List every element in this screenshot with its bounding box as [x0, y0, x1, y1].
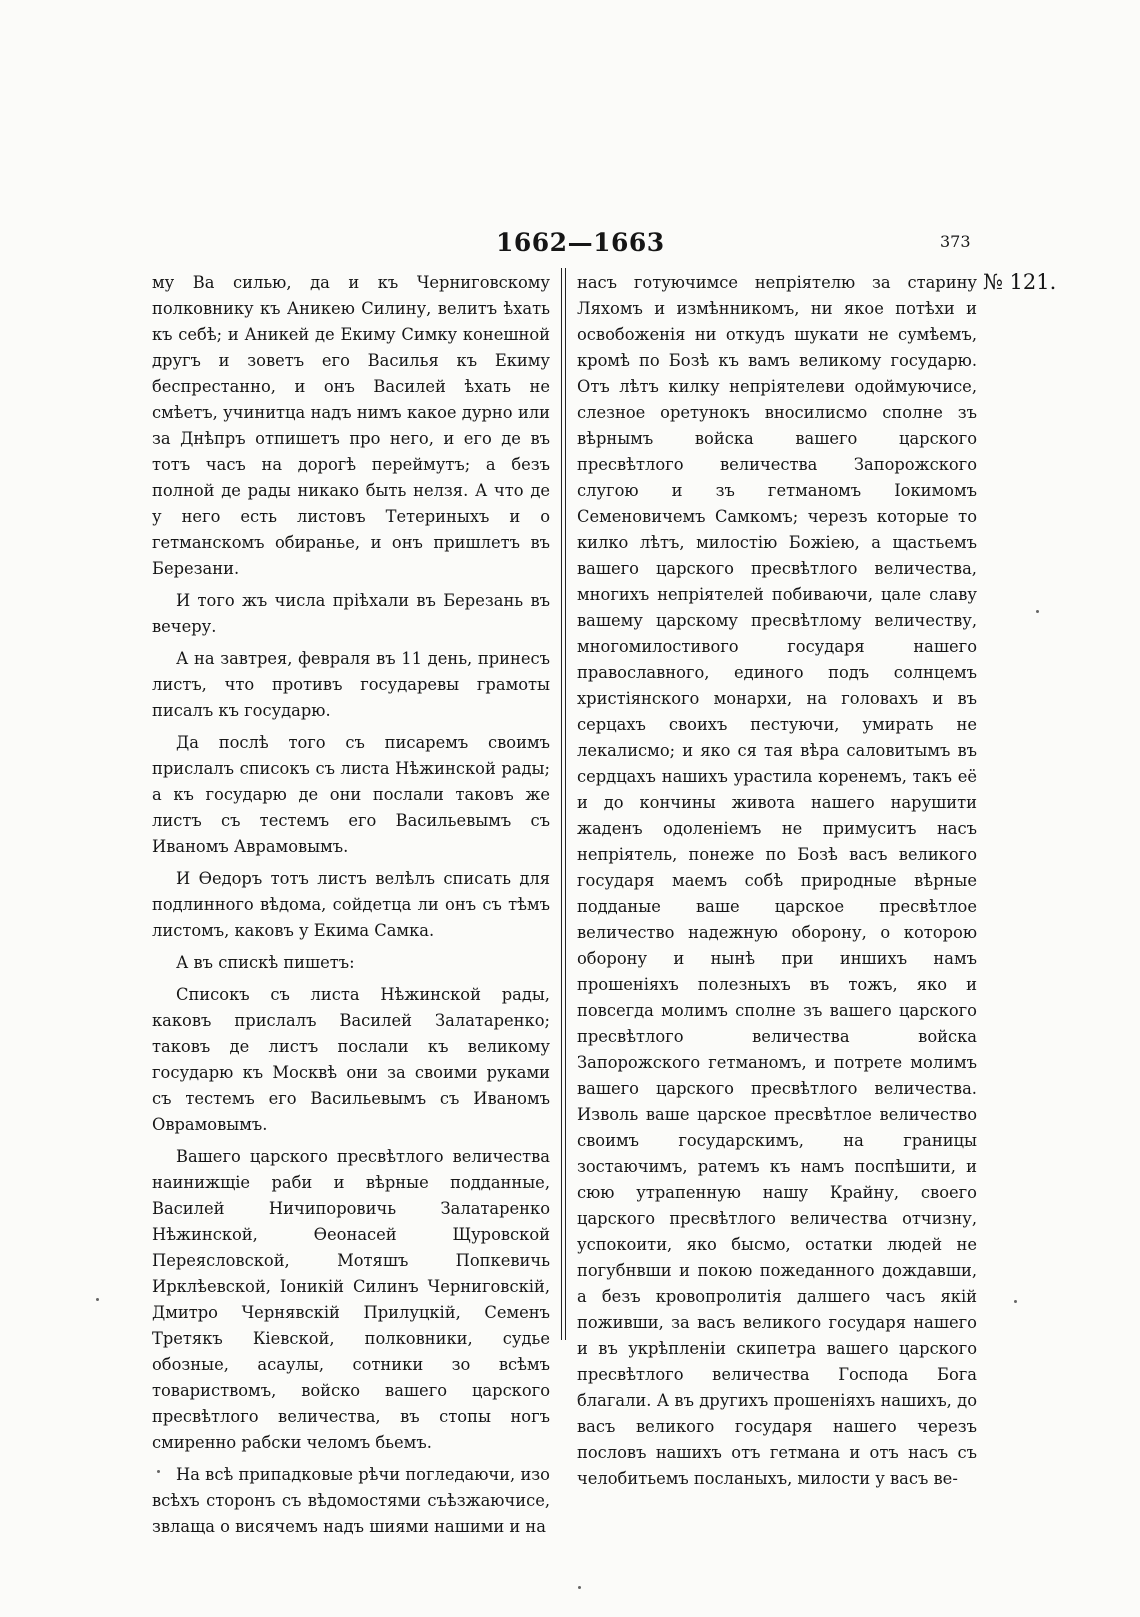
paragraph: Списокъ съ листа Нѣжинской рады, каковъ прислалъ Василей Залатаренко; таковъ де листъ послали къ великому государю къ Москвѣ они за своими руками съ тестемъ его Васильевымъ съ Иваномъ Оврамовымъ. [152, 985, 550, 1134]
paragraph: Вашего царского пресвѣтлого величества наинижщіе раби и вѣрные подданные, Василей Ничипоровичь Залатаренко Нѣжинской, Өеонасей Щуровской Переясловской, Мотяшъ Попкевичь Ирклѣевской, Іоникій Силинъ Черниговскій, Дмитро Чернявскій Прилуцкій, Семенъ Третякъ Кіевской, полковники, судье обозные, асаулы, сотники зо всѣмъ товариствомъ, войско вашего царского пресвѣтлого величества, въ стопы ногъ смиренно рабски челомъ бьемъ. [152, 1147, 550, 1452]
left-column [152, 270, 550, 1540]
paragraph: Да послѣ того съ писаремъ своимъ прислалъ списокъ съ листа Нѣжинской рады; а къ государю де они послали таковъ же листъ съ тестемъ его Васильевымъ съ Иваномъ Аврамовымъ. [152, 733, 550, 856]
print-speck [1014, 1300, 1017, 1303]
paragraph: насъ готуючимсе непріятелю за старину Ляхомъ и измѣнникомъ, ни якое потѣхи и освобоженія ни откудъ шукати не сумѣемъ, кромѣ по Бозѣ къ вамъ великому государю. Отъ лѣтъ килку непріятелеви одоймуючисе, слезное оретунокъ вносилисмо сполне зъ вѣрнымъ войска вашего царского пресвѣтлого величества Запорожского слугою и зъ гетманомъ Іокимомъ Семеновичемъ Самкомъ; черезъ которые то килко лѣтъ, милостію Божіею, а щастьемъ вашего царского пресвѣтлого величества, многихъ непріятелей побиваючи, цале славу вашему царскому пресвѣтлому величеству, многомилостивого государя нашего православного, единого подъ солнцемъ христіянского монархи, на головахъ и въ серцахъ своихъ пестуючи, умирать не лекалисмо; и яко ся тая вѣра саловитымъ въ сердцахъ нашихъ урастила коренемъ, такъ её и до кончины живота нашего нарушити жаденъ одоленіемъ не примуситъ насъ непріятель, понеже по Бозѣ васъ великого государя маемъ собѣ природные вѣрные подданые ваше царское пресвѣтлое величество надежную оборону, о которою оборону и нынѣ при иншихъ намъ прошеніяхъ полезныхъ въ тожъ, яко и повсегда молимъ сполне зъ вашего царского пресвѣтлого величества войска Запорожского гетманомъ, и потрете молимъ вашего царского пресвѣтлого величества. Изволь ваше царское пресвѣтлое величество своимъ государскимъ, на границы зостаючимъ, ратемъ къ намъ поспѣшити, и сюю утрапенную нашу Крайну, своего царского пресвѣтлого величества отчизну, успокоити, яко бысмо, остатки людей не погубнвши и покою пожеданного дождавши, а безъ кровопролитія далшего часъ якій поживши, за васъ великого государя нашего и въ укрѣпленіи скипетра вашего царского пресвѣтлого величества Господа Бога благали. А въ другихъ прошеніяхъ нашихъ, до васъ великого государя нашего черезъ пословъ нашихъ отъ гетмана и отъ насъ съ челобитьемъ посланыхъ, милости у васъ ве- [577, 273, 977, 1488]
paragraph: му Ва силью, да и къ Черниговскому полковнику къ Аникею Силину, велитъ ѣхать къ себѣ; и Аникей де Екиму Симку конешной другъ и зоветъ его Василья къ Екиму беспрестанно, и онъ Василей ѣхать не смѣетъ, учинитца надъ нимъ какое дурно или за Днѣпръ отпишетъ про него, и его де въ тотъ часъ на дорогѣ переймутъ; а безъ полной де рады никако быть нелзя. А что де у него есть листовъ Тетериныхъ и о гетманскомъ обиранье, и онъ пришлетъ въ Березани. [152, 273, 550, 578]
print-speck [1036, 610, 1039, 613]
print-speck [96, 1298, 99, 1301]
paragraph: А въ спискѣ пишетъ: [176, 953, 355, 972]
paragraph: А на завтрея, февраля въ 11 день, принесъ листъ, что противъ государевы грамоты писалъ къ государю. [152, 649, 550, 720]
right-column [577, 270, 977, 1492]
paragraph: И Өедоръ тотъ листъ велѣлъ списать для подлинного вѣдома, сойдетца ли онъ съ тѣмъ листомъ, каковъ у Екима Самка. [152, 869, 550, 940]
paragraph: И того жъ числа пріѣхали въ Березань въ вечеру. [152, 591, 550, 636]
column-divider [561, 268, 566, 1340]
year-range: 1662—1663 [496, 228, 665, 257]
paragraph: На всѣ припадковые рѣчи погледаючи, изо всѣхъ сторонъ съ вѣдомостями съѣзжаючисе, звлаща о висячемъ надъ шиями нашими и на [152, 1465, 550, 1536]
print-speck [578, 1586, 581, 1589]
document-number: № 121. [983, 270, 1057, 294]
page-number: 373 [940, 232, 971, 251]
page-header [0, 228, 1140, 294]
print-speck [157, 1470, 160, 1473]
